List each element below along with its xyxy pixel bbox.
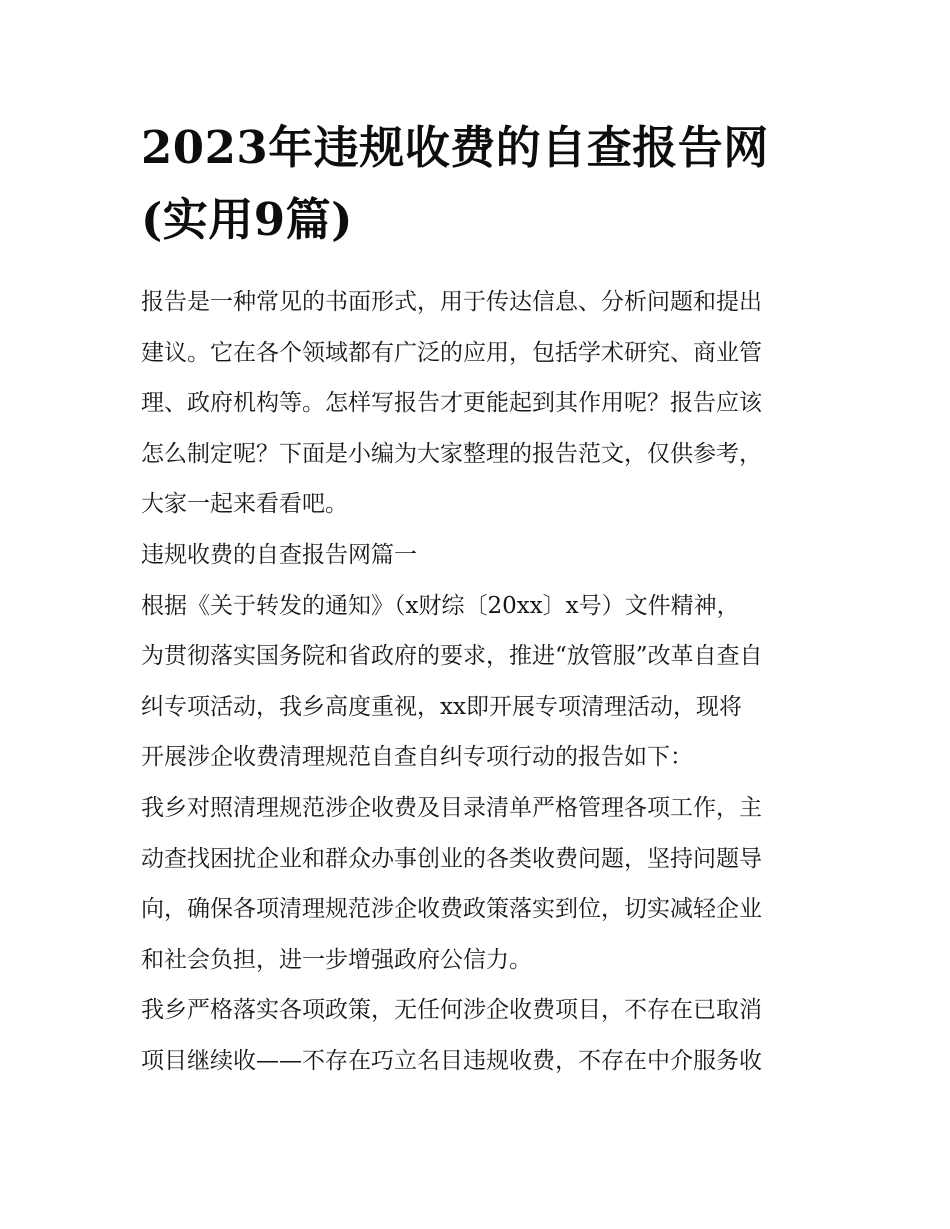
title-line: 2023年违规收费的自查报告网 — [141, 121, 769, 174]
text-line: 向，确保各项清理规范涉企收费政策落实到位，切实减轻企业 — [141, 896, 762, 923]
title-line: (实用9篇) — [141, 193, 353, 246]
text-line: 违规收费的自查报告网篇一 — [141, 541, 417, 568]
document-body — [141, 112, 813, 1087]
body-paragraph — [141, 783, 813, 985]
body-paragraph — [141, 985, 813, 1086]
intro-paragraph — [141, 277, 813, 530]
text-line: 大家一起来看看吧。 — [141, 491, 348, 518]
text-line: 项目继续收——不存在巧立名目违规收费，不存在中介服务收 — [141, 1047, 762, 1074]
body-paragraph — [141, 581, 813, 783]
text-line: 根据《关于转发的通知》（x财综〔20xx〕x号）文件精神， — [141, 592, 740, 619]
text-line: 为贯彻落实国务院和省政府的要求，推进“放管服”改革自查自 — [141, 643, 763, 670]
text-line: 开展涉企收费清理规范自查自纠专项行动的报告如下： — [141, 744, 693, 771]
section-heading — [141, 530, 813, 581]
document-title — [141, 112, 813, 256]
text-line: 怎么制定呢？下面是小编为大家整理的报告范文，仅供参考， — [141, 440, 762, 467]
text-line: 纠专项活动，我乡高度重视，xx即开展专项清理活动，现将 — [141, 693, 742, 720]
text-line: 报告是一种常见的书面形式，用于传达信息、分析问题和提出 — [141, 289, 762, 315]
text-line: 理、政府机构等。怎样写报告才更能起到其作用呢？报告应该 — [141, 390, 762, 417]
text-line: 建议。它在各个领域都有广泛的应用，包括学术研究、商业管 — [141, 339, 762, 366]
text-line: 和社会负担，进一步增强政府公信力。 — [141, 946, 532, 973]
text-line: 我乡对照清理规范涉企收费及目录清单严格管理各项工作，主 — [141, 794, 762, 821]
text-line: 我乡严格落实各项政策，无任何涉企收费项目，不存在已取消 — [141, 997, 762, 1024]
text-line: 动查找困扰企业和群众办事创业的各类收费问题，坚持问题导 — [141, 845, 762, 872]
